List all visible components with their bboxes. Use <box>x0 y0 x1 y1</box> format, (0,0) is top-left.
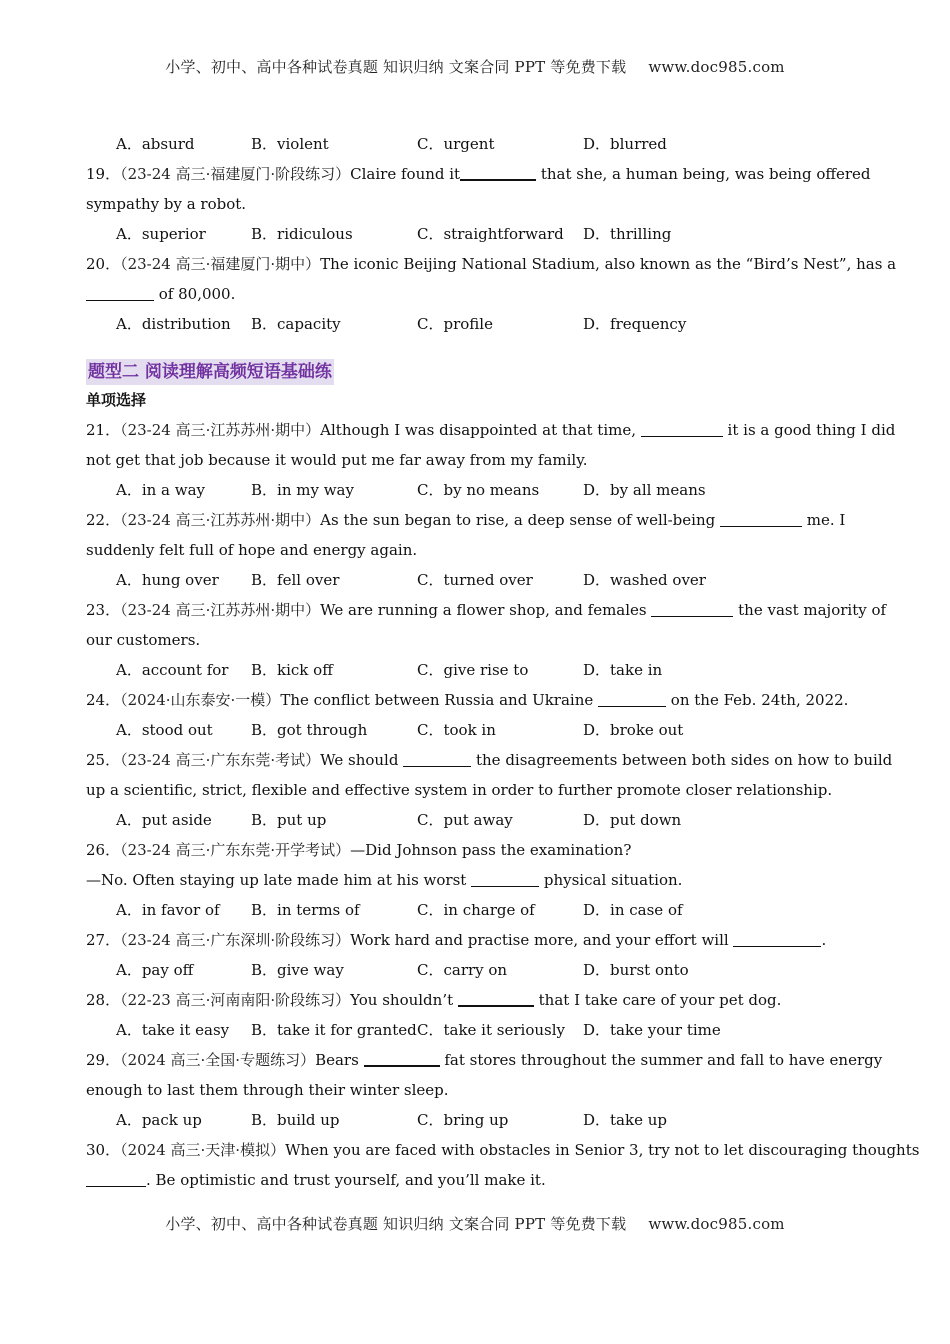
q28-options <box>86 1015 861 1045</box>
q26-stem-line2 <box>86 865 861 895</box>
q20-number: 20． <box>86 255 121 273</box>
q20-text-pre: The iconic Beijing National Stadium, also known as the “Bird’s Nest”, has a <box>320 255 897 273</box>
q29-options <box>86 1105 861 1135</box>
q20-stem-line2 <box>86 279 861 309</box>
q26-options <box>86 895 861 925</box>
q28-option-c: C．take it seriously <box>417 1021 565 1039</box>
q24-option-b: B．got through <box>251 721 368 739</box>
q28-option-b: B．take it for granted <box>251 1021 417 1039</box>
q20-blank <box>86 283 154 301</box>
q26-text-pre: —Did Johnson pass the examination? <box>350 841 632 859</box>
q23-options <box>86 655 861 685</box>
q21-option-b: B．in my way <box>251 481 354 499</box>
q28-option-d: D．take your time <box>583 1021 721 1039</box>
q29-option-c: C．bring up <box>417 1111 509 1129</box>
q21-option-a: A．in a way <box>116 481 206 499</box>
q29-option-a: A．pack up <box>116 1111 202 1129</box>
q25-text-pre: We should <box>320 751 404 769</box>
q20-text-post: of 80,000. <box>154 285 236 303</box>
section-2-header <box>86 339 861 385</box>
q24-option-a: A．stood out <box>116 721 213 739</box>
q28-option-a: A．take it easy <box>116 1021 230 1039</box>
q29-stem-line2: enough to last them through their winter sleep. <box>86 1081 449 1099</box>
q25-source: （23-24 高三·广东东莞·考试） <box>120 751 321 769</box>
q18-option-b: B．violent <box>251 135 329 153</box>
q27-option-b: B．give way <box>251 961 344 979</box>
q23-option-a: A．account for <box>116 661 229 679</box>
q26-option-a: A．in favor of <box>116 901 220 919</box>
q18-option-a: A．absurd <box>116 135 195 153</box>
q24-blank <box>598 689 666 707</box>
q21-options <box>86 475 861 505</box>
q19-option-b: B．ridiculous <box>251 225 353 243</box>
q27-stem <box>86 925 861 955</box>
q28-stem <box>86 985 861 1015</box>
q27-option-c: C．carry on <box>417 961 508 979</box>
q26-stem <box>86 835 861 865</box>
q19-text-pre: Claire found it <box>350 165 461 183</box>
q29-option-d: D．take up <box>583 1111 667 1129</box>
q22-option-a: A．hung over <box>116 571 219 589</box>
q19-source: （23-24 高三·福建厦门·阶段练习） <box>120 165 351 183</box>
q21-option-c: C．by no means <box>417 481 540 499</box>
q29-text-pre: Bears <box>315 1051 364 1069</box>
q21-blank <box>641 419 723 437</box>
q22-stem-line2: suddenly felt full of hope and energy again. <box>86 541 418 559</box>
q27-option-d: D．burst onto <box>583 961 689 979</box>
q25-option-a: A．put aside <box>116 811 212 829</box>
q21-option-d: D．by all means <box>583 481 706 499</box>
q26-option-c: C．in charge of <box>417 901 535 919</box>
q19-blank <box>460 162 536 181</box>
q21-number: 21． <box>86 421 121 439</box>
header-url[interactable]: www.doc985.com <box>648 58 785 76</box>
q20-source: （23-24 高三·福建厦门·期中） <box>120 255 321 273</box>
q26-option-b: B．in terms of <box>251 901 360 919</box>
q25-option-c: C．put away <box>417 811 513 829</box>
q24-text-post: on the Feb. 24th, 2022. <box>666 691 849 709</box>
q28-text-post: that I take care of your pet dog. <box>533 991 782 1009</box>
q21-stem <box>86 415 896 445</box>
q21-text-pre: Although I was disappointed at that time, <box>320 421 641 439</box>
q26-line2-post: physical situation. <box>539 871 683 889</box>
q24-number: 24． <box>86 691 121 709</box>
q20-option-d: D．frequency <box>583 315 687 333</box>
page-header <box>0 56 950 77</box>
q24-stem <box>86 685 861 715</box>
q21-source: （23-24 高三·江苏苏州·期中） <box>120 421 321 439</box>
q22-stem <box>86 505 861 535</box>
q19-stem-line2: sympathy by a robot. <box>86 195 247 213</box>
q25-text-post: the disagreements between both sides on how to build <box>471 751 893 769</box>
footer-text: 小学、初中、高中各种试卷真题 知识归纳 文案合同 PPT 等免费下载 <box>165 1215 627 1233</box>
q23-text-post: the vast majority of <box>733 601 887 619</box>
q29-text-post: fat stores throughout the summer and fall to have energy <box>439 1051 883 1069</box>
q27-source: （23-24 高三·广东深圳·阶段练习） <box>120 931 351 949</box>
q24-options <box>86 715 861 745</box>
q28-source: （22-23 高三·河南南阳·阶段练习） <box>120 991 351 1009</box>
q25-option-d: D．put down <box>583 811 682 829</box>
q27-option-a: A．pay off <box>116 961 194 979</box>
q19-stem <box>86 159 871 189</box>
q24-option-c: C．took in <box>417 721 496 739</box>
q23-blank <box>651 599 733 617</box>
header-text: 小学、初中、高中各种试卷真题 知识归纳 文案合同 PPT 等免费下载 <box>165 58 627 76</box>
q24-source: （2024·山东泰安·一模） <box>120 691 281 709</box>
q27-blank <box>733 929 821 947</box>
q30-text-pre: When you are faced with obstacles in Senior 3, try not to let discouraging thoughts <box>285 1141 920 1159</box>
q23-option-d: D．take in <box>583 661 663 679</box>
q29-blank <box>364 1048 440 1067</box>
q22-option-b: B．fell over <box>251 571 340 589</box>
q19-text-post: that she, a human being, was being offered <box>536 165 871 183</box>
q27-options <box>86 955 861 985</box>
q24-text-pre: The conflict between Russia and Ukraine <box>280 691 599 709</box>
q20-options <box>86 309 861 339</box>
page-footer <box>0 1213 950 1234</box>
q27-text-post: . <box>821 931 827 949</box>
q27-number: 27． <box>86 931 121 949</box>
q19-option-d: D．thrilling <box>583 225 672 243</box>
q29-source: （2024 高三·全国·专题练习） <box>120 1051 316 1069</box>
section-2-subtitle: 单项选择 <box>86 391 147 409</box>
q23-stem-line2: our customers. <box>86 631 201 649</box>
q23-source: （23-24 高三·江苏苏州·期中） <box>120 601 321 619</box>
q18-options <box>86 129 861 159</box>
q30-stem <box>86 1135 920 1165</box>
q29-number: 29． <box>86 1051 121 1069</box>
q23-stem <box>86 595 887 625</box>
q28-blank <box>458 988 534 1007</box>
q30-stem-line2 <box>86 1165 861 1195</box>
q28-text-pre: You shouldn’t <box>350 991 458 1009</box>
q21-stem-line2: not get that job because it would put me far away from my family. <box>86 451 588 469</box>
q30-source: （2024 高三·天津·模拟） <box>120 1141 286 1159</box>
q19-number: 19． <box>86 165 121 183</box>
footer-url[interactable]: www.doc985.com <box>648 1215 785 1233</box>
q23-option-b: B．kick off <box>251 661 333 679</box>
q30-text-post: . Be optimistic and trust yourself, and you’ll make it. <box>146 1171 546 1189</box>
q30-number: 30． <box>86 1141 121 1159</box>
q18-option-d: D．blurred <box>583 135 667 153</box>
q22-source: （23-24 高三·江苏苏州·期中） <box>120 511 321 529</box>
q26-option-d: D．in case of <box>583 901 683 919</box>
q24-option-d: D．broke out <box>583 721 684 739</box>
q22-option-d: D．washed over <box>583 571 706 589</box>
q23-text-pre: We are running a flower shop, and females <box>320 601 652 619</box>
q23-number: 23． <box>86 601 121 619</box>
q26-source: （23-24 高三·广东东莞·开学考试） <box>120 841 351 859</box>
q29-option-b: B．build up <box>251 1111 340 1129</box>
q19-options <box>86 219 861 249</box>
q20-option-c: C．profile <box>417 315 493 333</box>
q25-options <box>86 805 861 835</box>
q25-blank <box>403 749 471 767</box>
q26-number: 26． <box>86 841 121 859</box>
q20-stem <box>86 249 897 279</box>
q26-line2-pre: —No. Often staying up late made him at his worst <box>86 871 472 889</box>
section-2-title: 题型二 阅读理解高频短语基础练 <box>86 359 334 385</box>
q22-option-c: C．turned over <box>417 571 533 589</box>
q19-option-c: C．straightforward <box>417 225 564 243</box>
q22-options <box>86 565 861 595</box>
q27-text-pre: Work hard and practise more, and your effort will <box>350 931 734 949</box>
q20-option-a: A．distribution <box>116 315 231 333</box>
q19-option-a: A．superior <box>116 225 206 243</box>
q26-blank <box>471 869 539 887</box>
q20-option-b: B．capacity <box>251 315 341 333</box>
q18-option-c: C．urgent <box>417 135 495 153</box>
q22-text-pre: As the sun began to rise, a deep sense of well-being <box>320 511 720 529</box>
worksheet-content <box>86 129 920 1195</box>
q30-blank <box>86 1169 146 1187</box>
q22-blank <box>720 509 802 527</box>
q25-stem <box>86 745 893 775</box>
q21-text-post: it is a good thing I did <box>722 421 896 439</box>
q23-option-c: C．give rise to <box>417 661 529 679</box>
q25-number: 25． <box>86 751 121 769</box>
q28-number: 28． <box>86 991 121 1009</box>
q25-option-b: B．put up <box>251 811 327 829</box>
q29-stem <box>86 1045 883 1075</box>
q22-number: 22． <box>86 511 121 529</box>
q22-text-post: me. I <box>802 511 846 529</box>
q25-stem-line2: up a scientific, strict, flexible and effective system in order to further promote closer relationship. <box>86 781 833 799</box>
